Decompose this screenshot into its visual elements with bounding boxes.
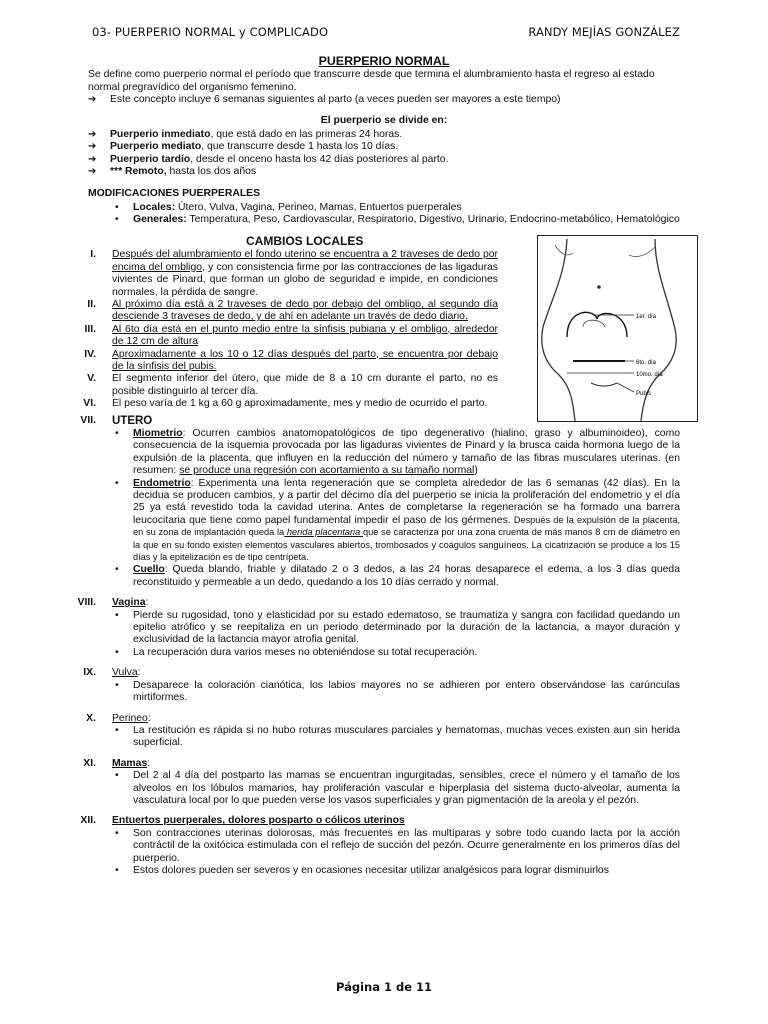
page-title: PUERPERIO NORMAL xyxy=(318,54,450,68)
cambio-item: III. Al 6to día está en el punto medio entre la sínfisis pubiana y el ombligo, alrededor de 12 cm de altura xyxy=(84,323,498,348)
modificaciones-list xyxy=(88,202,680,227)
header-left: 03- PUERPERIO NORMAL y COMPLICADO xyxy=(92,25,329,39)
mamas-list xyxy=(112,770,680,807)
entuertos-item: XII. Entuertos puerperales, dolores posparto o cólicos uterinos • Son contracciones uterinas dolorosas, más frecuentes en las multíparas y sobre todo cuando lacta por la acción contráctil de la oxitócica estimulada con el reflejo de succión del pezón. Ocurre generalmente en los primeros días del puerperio. • Estos dolores pueden ser severos y en ocasiones necesitar utilizar analgésicos para lograr disminuirlos xyxy=(88,815,680,877)
label-6to-dia: 6to. día xyxy=(636,359,657,366)
header-right: RANDY MEJÍAS GONZÁLEZ xyxy=(528,25,680,39)
document-body xyxy=(77,54,680,877)
utero-heading: UTERO xyxy=(112,414,153,427)
cambio-item: V. El segmento inferior del útero, que mide de 8 a 10 cm durante el parto, no es posible distinguirlo al tercer día. xyxy=(87,373,498,397)
perineo-heading: Perineo xyxy=(112,712,148,724)
modificaciones-heading: MODIFICACIONES PUERPERALES xyxy=(88,187,261,199)
cambios-locales-list xyxy=(83,249,499,410)
vulva-list xyxy=(112,680,680,705)
vulva-item: IX. Vulva: • Desaparece la coloración cianótica, los labios mayores no se adhieren por entero observándose las carúnculas mirtiformes. xyxy=(88,667,680,704)
utero-item: VII. UTERO • Miometrio: Ocurren cambios anatomopatológicos de tipo degenerativo (hialino, graso y albuminoideo), como consecuencia de la isquemia provocada por las ligaduras vivientes de Pinard y la brusca caida hormona luego de la expulsión de la placenta, que influyen en la reducción del número y tamaño de las fibras musculares uterinas. (en resumen: se produce una regresión con acortamiento a su tamaño normal) • Endometrio: Experimenta una lenta regeneración que se completa alrededor de las 6 semanas (42 días). En la decidua se producen cambios, y a partir del décimo día del puerperio se inicia la proliferación del endometrio y el día 25 ya está revestido toda la cavidad uterina. Antes de completarse la regeneración se ha formado una barrera leucocitaria que tiene como papel fundamental impedir el paso de los gérmenes. Después de la expulsión de la placenta, en su zona de implantación queda la herida placentaria que se caracteriza por una zona cruenta de más manos 8 cm de diámetro en la que en su fondo existen elementos vasculares abiertos, trombosados y coágulos sanguíneos. La cicatrización se produce a los 15 días y la epitelización es de tipo centrípeta. • Cuello: Queda blando, friable y dilatado 2 o 3 dedos, a las 24 horas desaparece el edema, a los 3 días queda reconstituido y permeable a un dedo, quedando a los 10 días cerrado y normal. xyxy=(88,415,680,590)
miometrio-item: • Miometrio: Ocurren cambios anatomopatológicos de tipo degenerativo (hialino, graso y albuminoideo), como consecuencia de la isquemia provocada por las ligaduras vivientes de Pinard y la brusca caida hormona luego de la expulsión de la placenta, que influyen en la reducción del número y tamaño de las fibras musculares uterinas. (en resumen: se produce una regresión con acortamiento a su tamaño normal) xyxy=(112,428,680,478)
entuertos-heading: Entuertos puerperales, dolores posparto o cólicos uterinos xyxy=(112,815,405,827)
division-list xyxy=(88,129,680,179)
perineo-bullet: • La restitución es rápida si no hubo roturas musculares parciales y hematomas, muchas veces existen aun sin herida superficial. xyxy=(112,725,680,750)
cambio-item: VI. El peso varía de 1 kg a 60 g aproximadamente, mes y medio de ocurrido el parto. xyxy=(83,398,488,410)
label-10mo-dia: 10mo. día xyxy=(636,371,663,378)
endometrio-item: • Endometrio: Experimenta una lenta regeneración que se completa alrededor de las 6 semanas (42 días). En la decidua se producen cambios, y a partir del décimo día del puerperio se inicia la proliferación del endometrio y el día 25 ya está revestido toda la cavidad uterina. Antes de completarse la regeneración se ha formado una barrera leucocitaria que tiene como papel fundamental impedir el paso de los gérmenes. Después de la expulsión de la placenta, en su zona de implantación queda la herida placentaria que se caracteriza por una zona cruenta de más manos 8 cm de diámetro en la que en su fondo existen elementos vasculares abiertos, trombosados y coágulos sanguíneos. La cicatrización se produce a los 15 días y la epitelización es de tipo centrípeta. xyxy=(112,478,680,565)
vagina-heading: Vagina xyxy=(112,597,146,609)
intro-bullet: ➔ Este concepto incluye 6 semanas siguientes al parto (a veces pueden ser mayores a este tiempo) xyxy=(88,94,680,106)
utero-list xyxy=(112,428,680,589)
perineo-list xyxy=(112,725,680,750)
perineo-item: X. Perineo: • La restitución es rápida si no hubo roturas musculares parciales y hematomas, muchas veces existen aun sin herida superficial. xyxy=(88,713,680,750)
cambio-item: I. Después del alumbramiento el fondo uterino se encuentra a 2 traveses de dedo por encima del ombligo, y con consistencia firme por las contracciones de las ligaduras vivientes de Pinard, que forman un globo de seguridad e impide, en condiciones normales, la pérdida de sangre. xyxy=(90,249,499,298)
mamas-heading: Mamas xyxy=(112,757,148,769)
cambios-locales-section xyxy=(83,233,680,411)
division-item: ➔ *** Remoto, hasta los dos años xyxy=(88,166,680,178)
entuertos-bullet: • Son contracciones uterinas dolorosas, más frecuentes en las multíparas y sobre todo cuando lacta por la acción contráctil de la oxitócica estimulada con el reflejo de succión del pezón. Ocurre generalmente en los primeros días del puerperio. xyxy=(112,828,680,865)
division-heading: El puerperio se divide en: xyxy=(320,114,448,126)
vulva-bullet: • Desaparece la coloración cianótica, los labios mayores no se adhieren por entero observándose las carúnculas mirtiformes. xyxy=(112,680,680,705)
utero-section xyxy=(77,414,680,878)
modificaciones-locales: • Locales: Útero, Vulva, Vagina, Perineo, Mamas, Entuertos puerperales xyxy=(112,202,680,214)
vagina-item: VIII. Vagina: • Pierde su rugosidad, tono y elasticidad por su estado edematoso, se traumatiza y sangra con facilidad quedando un epitelio atrófico y se reepitaliza en un periodo determinado por la duración de la lactancia, a mayor duración y exclusividad de la lactancia mayor atrofia genital. • La recuperación dura varios meses no obteniéndose su total recuperación. xyxy=(88,597,680,659)
vagina-list xyxy=(112,610,680,660)
cuello-item: • Cuello: Queda blando, friable y dilatado 2 o 3 dedos, a las 24 horas desaparece el edema, a los 3 días queda reconstituido y permeable a un dedo, quedando a los 10 días cerrado y normal. xyxy=(112,564,680,589)
label-pubis: Pubis xyxy=(636,390,652,397)
mamas-bullet: • Del 2 al 4 día del postparto las mamas se encuentran ingurgitadas, sensibles, crece el número y el tamaño de los alveolos en los lóbulos mamarios, hay proliferación vascular e hiperplasia del sistema ducto-alveolar, aumenta la vasculatura local por lo que pueden verse los vasos superficiales y gran pigmentación de la areola y el pezón. xyxy=(112,770,680,807)
cambios-locales-heading: CAMBIOS LOCALES xyxy=(246,233,364,248)
cambio-item: IV. Aproximadamente a los 10 o 12 días después del parto, se encuentra por debajo de la sínfisis del pubis. xyxy=(84,348,498,372)
vagina-bullet: • Pierde su rugosidad, tono y elasticidad por su estado edematoso, se traumatiza y sangra con facilidad quedando un epitelio atrófico y se reepitaliza en un periodo determinado por la duración de la lactancia, a mayor duración y exclusividad de la lactancia mayor atrofia genital. xyxy=(112,610,680,647)
cambio-item: II. Al próximo día está a 2 traveses de dedo por debajo del ombligo, al segundo día desciende 3 traveses de dedo, y de ahí en adelante un través de dedo diario. xyxy=(87,298,498,323)
intro-paragraph: Se define como puerperio normal el período que transcurre desde que termina el alumbramiento hasta el regreso al estado normal pregravídico del organismo femenino. xyxy=(88,69,655,93)
division-item: ➔ Puerperio mediato, que transcurre desde 1 hasta los 10 días. xyxy=(88,141,680,153)
mamas-item: XI. Mamas: • Del 2 al 4 día del postparto las mamas se encuentran ingurgitadas, sensibles, crece el número y el tamaño de los alveolos en los lóbulos mamarios, hay proliferación vascular e hiperplasia del sistema ducto-alveolar, aumenta la vasculatura local por lo que pueden verse los vasos superficiales y gran pigmentación de la areola y el pezón. xyxy=(88,758,680,808)
entuertos-list xyxy=(112,828,680,878)
page-header xyxy=(92,25,680,39)
division-item: ➔ Puerperio tardío, desde el onceno hasta los 42 días posteriores al parto. xyxy=(88,154,680,166)
intro-list xyxy=(88,94,680,106)
uterine-fundus-height-figure xyxy=(537,235,698,422)
modificaciones-generales: • Generales: Temperatura, Peso, Cardiovascular, Respiratorio, Digestivo, Urinario, Endocrino-metabólico, Hematológico xyxy=(112,214,680,226)
vulva-heading: Vulva xyxy=(112,667,138,679)
entuertos-bullet: • Estos dolores pueden ser severos y en ocasiones necesitar utilizar analgésicos para lograr disminuirlos xyxy=(112,865,680,877)
vagina-bullet: • La recuperación dura varios meses no obteniéndose su total recuperación. xyxy=(112,647,680,659)
page-footer: Página 1 de 11 xyxy=(335,980,433,994)
label-1er-dia: 1er. día xyxy=(636,313,657,320)
division-item: ➔ Puerperio inmediato, que está dado en las primeras 24 horas. xyxy=(88,129,680,141)
